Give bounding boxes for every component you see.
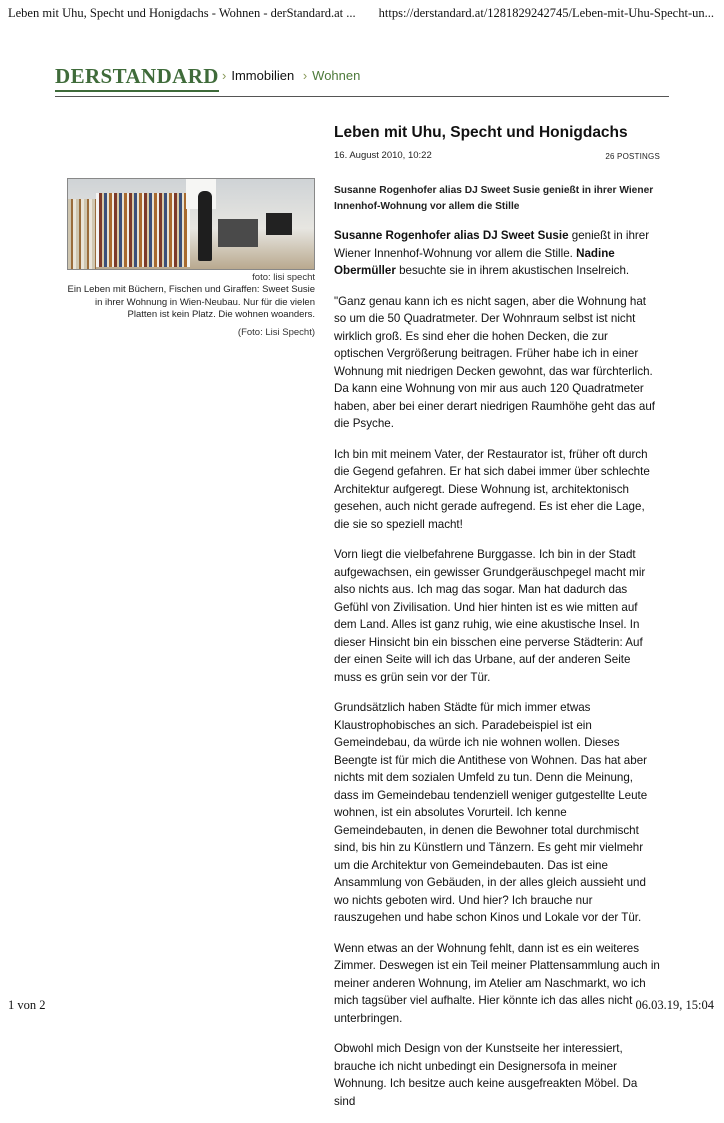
article-lead: Susanne Rogenhofer alias DJ Sweet Susie genießt in ihrer Wiener Innenhof-Wohnung vor allem die Stille bbox=[334, 185, 654, 212]
apartment-photo[interactable] bbox=[67, 178, 315, 270]
article-paragraph: Obwohl mich Design von der Kunstseite her interessiert, brauche ich nicht unbedingt ein Designersofa in meiner Wohnung. Ich besitze auch keine ausgefreakten Möbel. Da sind bbox=[334, 1042, 638, 1108]
breadcrumb-link-immobilien[interactable]: Immobilien bbox=[231, 68, 295, 83]
article-figure bbox=[67, 178, 315, 338]
site-header bbox=[55, 62, 669, 97]
print-header bbox=[8, 6, 714, 24]
print-footer bbox=[8, 998, 714, 1014]
print-header-title: Leben mit Uhu, Specht und Honigdachs - Wohnen - derStandard.at ... bbox=[8, 6, 356, 20]
print-timestamp: 06.03.19, 15:04 bbox=[635, 998, 714, 1012]
article-title: Leben mit Uhu, Specht und Honigdachs bbox=[334, 124, 628, 141]
breadcrumb bbox=[217, 68, 360, 83]
intro-bold-name: Susanne Rogenhofer alias DJ Sweet Susie bbox=[334, 229, 569, 242]
article-paragraph: Vorn liegt die vielbefahrene Burggasse. Ich bin in der Stadt aufgewachsen, ein gewisser Grundgeräuschpegel macht mir also nichts aus. Ich mag das sogar. Man hat dadurch das Gefühl von Zivilisation. Und hier hinten ist es wie mitten auf dem Land. Alles ist ganz ruhig, wie eine akustische Insel. In dieser Hinsicht bin ein bisschen eine perverse Städterin: Auf der einen Seite will ich das Urbane, auf der anderen Seite muss es grün sein vor der Tür. bbox=[334, 548, 646, 684]
article-paragraph: "Ganz genau kann ich es nicht sagen, aber die Wohnung hat so um die 50 Quadratmeter. Der Wohnraum selbst ist nicht wirklich groß. Es sind eher die hohen Decken, die zur optischen Vergrößerung beitragen. Früher habe ich in einer Wohnung mit niedrigen Decken gewohnt, das war fürchterlich. Da kann eine Wohnung von mir aus auch 120 Quadratmeter haben, aber bei einer derart niedrigen Raumhöhe geht das auf die Psyche. bbox=[334, 294, 655, 430]
article-intro bbox=[334, 227, 660, 280]
article-paragraph: Wenn etwas an der Wohnung fehlt, dann ist es ein weiteres Zimmer. Deswegen ist ein Teil meiner Plattensammlung auch in meiner anderen Wohnung, im Atelier am Naschmarkt, wo ich mich tagsüber viel aufhalte. Hier könnte ich das alles nicht unterbringen. bbox=[334, 941, 660, 1025]
site-logo[interactable]: DERSTANDARD bbox=[55, 64, 219, 92]
intro-bold-author: Nadine Obermüller bbox=[334, 246, 615, 277]
intro-text: genießt in ihrer Wiener Innenhof-Wohnung vor allem die Stille. bbox=[334, 229, 650, 260]
print-header-url: https://derstandard.at/1281829242745/Leben-mit-Uhu-Specht-un... bbox=[378, 6, 714, 20]
photo-credit-bottom: (Foto: Lisi Specht) bbox=[237, 326, 315, 338]
photo-caption: Ein Leben mit Büchern, Fischen und Giraffen: Sweet Susie in ihrer Wohnung in Wien-Neubau. Nur für die vielen Platten ist kein Platz. Die wohnen woanders. bbox=[67, 284, 315, 320]
page-number: 1 von 2 bbox=[8, 998, 46, 1012]
article-meta bbox=[334, 150, 660, 166]
article-body bbox=[334, 227, 660, 1110]
breadcrumb-separator-icon: › bbox=[302, 68, 308, 83]
breadcrumb-link-wohnen[interactable]: Wohnen bbox=[312, 68, 361, 83]
article bbox=[334, 124, 660, 1123]
intro-text-end: besuchte sie in ihrem akustischen Inselreich. bbox=[395, 264, 630, 277]
postings-link[interactable]: 26 POSTINGS bbox=[605, 152, 660, 161]
photo-credit: foto: lisi specht bbox=[252, 272, 315, 283]
article-paragraph: Grundsätzlich haben Städte für mich immer etwas Klaustrophobisches an sich. Paradebeispiel ist ein Gemeindebau, da würde ich nie wohnen wollen. Dieses Beengte ist für mich die Antithese von Wohnen. Das hat aber nichts mit dem sozialen Umfeld zu tun. Denn die Meinung, dass im Gemeindebau tendenziell weniger gutgestellte Leute wohnen, ist ein absolutes Vorurteil. Ich kenne Gemeindebauten, in denen die Bewohner total durchmischt sind, bis hin zu Künstlern und Tänzern. Es geht mir vielmehr um die Architektur von Gemeindebauten. Das ist eine Ansammlung von Gebäuden, in der alles gleich aussieht und wo nichts geboten wird. Und hier? Ich brauche nur rauszugehen und habe schon Kinos und Lokale vor der Tür. bbox=[334, 701, 648, 924]
breadcrumb-separator-icon: › bbox=[222, 68, 227, 83]
article-paragraph: Ich bin mit meinem Vater, der Restaurator ist, früher oft durch die Gegend gefahren. Er hat sich dabei immer über schlechte Architektur aufgeregt. Diese Wohnung ist, architektonisch gesehen, auch nicht gerade aufregend. Es ist eher die Lage, die sie so speziell macht! bbox=[334, 447, 650, 531]
article-date: 16. August 2010, 10:22 bbox=[334, 150, 432, 161]
